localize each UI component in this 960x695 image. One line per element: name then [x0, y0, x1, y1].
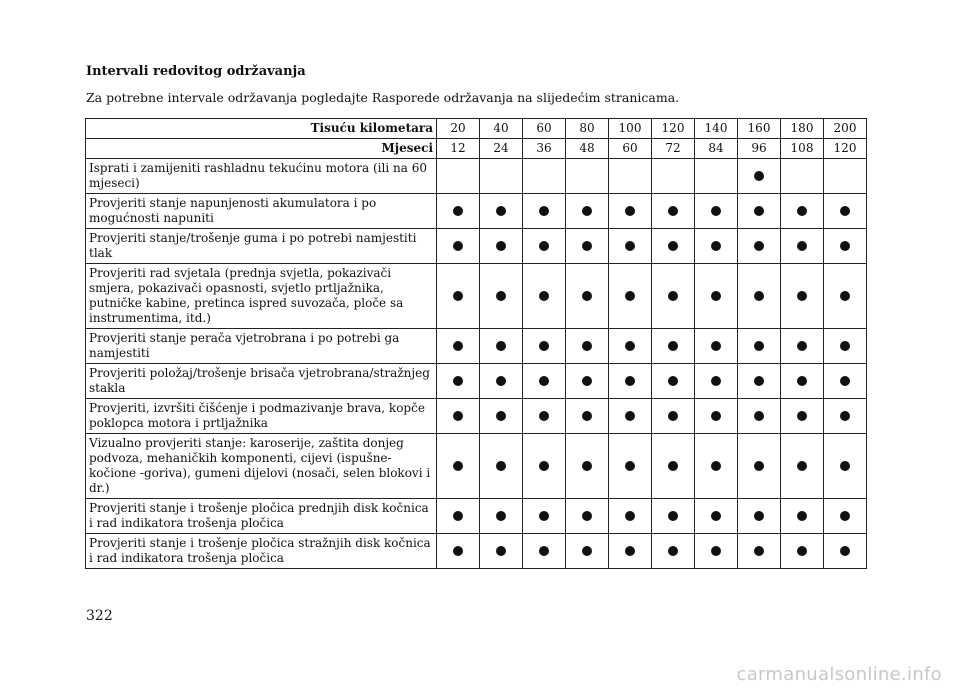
interval-cell: [566, 499, 609, 534]
interval-cell: [695, 264, 738, 329]
bullet-icon: [625, 241, 635, 251]
bullet-icon: [711, 206, 721, 216]
interval-cell: [824, 534, 867, 569]
bullet-icon: [797, 376, 807, 386]
interval-cell: [824, 194, 867, 229]
table-row: [86, 194, 867, 229]
watermark: carmanualsonline.info: [736, 664, 942, 685]
months-value: 36: [523, 139, 566, 159]
bullet-icon: [840, 341, 850, 351]
bullet-icon: [582, 241, 592, 251]
bullet-icon: [539, 411, 549, 421]
interval-cell: [437, 194, 480, 229]
bullet-icon: [539, 376, 549, 386]
interval-cell: [480, 194, 523, 229]
bullet-icon: [539, 291, 549, 301]
interval-cell: [652, 159, 695, 194]
interval-cell: [609, 329, 652, 364]
task-label: Provjeriti stanje/trošenje guma i po potrebi namjestiti tlak: [86, 229, 437, 264]
interval-cell: [652, 364, 695, 399]
interval-cell: [695, 434, 738, 499]
table-row: [86, 229, 867, 264]
bullet-icon: [797, 461, 807, 471]
bullet-icon: [754, 376, 764, 386]
bullet-icon: [668, 291, 678, 301]
interval-cell: [824, 329, 867, 364]
interval-cell: [781, 229, 824, 264]
bullet-icon: [625, 411, 635, 421]
interval-cell: [609, 264, 652, 329]
bullet-icon: [797, 546, 807, 556]
bullet-icon: [711, 411, 721, 421]
task-label: Vizualno provjeriti stanje: karoserije, zaštita donjeg podvoza, mehaničkih komponenti, cijevi (ispušne-kočione -goriva), gumeni dijelovi (nosači, selen blokovi i dr.): [86, 434, 437, 499]
km-value: 40: [480, 119, 523, 139]
bullet-icon: [625, 511, 635, 521]
km-value: 140: [695, 119, 738, 139]
bullet-icon: [840, 291, 850, 301]
bullet-icon: [453, 376, 463, 386]
interval-cell: [781, 499, 824, 534]
bullet-icon: [754, 241, 764, 251]
table-row: [86, 329, 867, 364]
interval-cell: [437, 264, 480, 329]
bullet-icon: [582, 376, 592, 386]
bullet-icon: [625, 546, 635, 556]
interval-cell: [824, 229, 867, 264]
interval-cell: [566, 264, 609, 329]
interval-cell: [824, 499, 867, 534]
task-label: Provjeriti položaj/trošenje brisača vjetrobrana/stražnjeg stakla: [86, 364, 437, 399]
interval-cell: [480, 159, 523, 194]
interval-cell: [566, 434, 609, 499]
interval-cell: [480, 434, 523, 499]
interval-cell: [781, 399, 824, 434]
bullet-icon: [453, 291, 463, 301]
bullet-icon: [754, 341, 764, 351]
months-value: 108: [781, 139, 824, 159]
interval-cell: [652, 229, 695, 264]
bullet-icon: [711, 341, 721, 351]
bullet-icon: [668, 206, 678, 216]
bullet-icon: [496, 376, 506, 386]
bullet-icon: [797, 291, 807, 301]
section-title: Intervali redovitog održavanja: [86, 64, 306, 79]
interval-cell: [523, 399, 566, 434]
km-header-row: [86, 119, 867, 139]
bullet-icon: [539, 511, 549, 521]
bullet-icon: [582, 411, 592, 421]
interval-cell: [652, 329, 695, 364]
km-value: 120: [652, 119, 695, 139]
interval-cell: [437, 159, 480, 194]
interval-cell: [781, 329, 824, 364]
interval-cell: [480, 364, 523, 399]
bullet-icon: [840, 411, 850, 421]
interval-cell: [738, 499, 781, 534]
interval-cell: [609, 499, 652, 534]
bullet-icon: [539, 341, 549, 351]
bullet-icon: [797, 241, 807, 251]
bullet-icon: [582, 291, 592, 301]
bullet-icon: [840, 241, 850, 251]
interval-cell: [738, 229, 781, 264]
interval-cell: [824, 364, 867, 399]
bullet-icon: [840, 206, 850, 216]
interval-cell: [480, 399, 523, 434]
bullet-icon: [668, 341, 678, 351]
interval-cell: [523, 264, 566, 329]
interval-cell: [480, 229, 523, 264]
bullet-icon: [453, 546, 463, 556]
bullet-icon: [582, 206, 592, 216]
interval-cell: [738, 434, 781, 499]
km-value: 100: [609, 119, 652, 139]
interval-cell: [523, 159, 566, 194]
table-row: [86, 499, 867, 534]
bullet-icon: [668, 546, 678, 556]
interval-cell: [824, 399, 867, 434]
interval-cell: [824, 159, 867, 194]
interval-cell: [652, 434, 695, 499]
bullet-icon: [539, 461, 549, 471]
interval-cell: [523, 499, 566, 534]
bullet-icon: [582, 546, 592, 556]
bullet-icon: [625, 341, 635, 351]
bullet-icon: [797, 341, 807, 351]
interval-cell: [609, 434, 652, 499]
km-value: 80: [566, 119, 609, 139]
bullet-icon: [496, 411, 506, 421]
interval-cell: [437, 399, 480, 434]
interval-cell: [695, 399, 738, 434]
table-row: [86, 434, 867, 499]
interval-cell: [781, 534, 824, 569]
bullet-icon: [840, 511, 850, 521]
interval-cell: [566, 534, 609, 569]
interval-cell: [566, 399, 609, 434]
bullet-icon: [496, 341, 506, 351]
km-value: 20: [437, 119, 480, 139]
table-row: [86, 159, 867, 194]
km-value: 60: [523, 119, 566, 139]
task-label: Isprati i zamijeniti rashladnu tekućinu motora (ili na 60 mjeseci): [86, 159, 437, 194]
interval-cell: [824, 264, 867, 329]
bullet-icon: [453, 411, 463, 421]
months-header-row: [86, 139, 867, 159]
interval-cell: [566, 159, 609, 194]
task-label: Provjeriti stanje perača vjetrobrana i po potrebi ga namjestiti: [86, 329, 437, 364]
maintenance-table: [85, 118, 867, 569]
interval-cell: [480, 499, 523, 534]
page-number: 322: [86, 608, 113, 624]
interval-cell: [695, 194, 738, 229]
task-label: Provjeriti stanje napunjenosti akumulatora i po mogućnosti napuniti: [86, 194, 437, 229]
bullet-icon: [711, 241, 721, 251]
interval-cell: [738, 364, 781, 399]
bullet-icon: [453, 341, 463, 351]
bullet-icon: [754, 461, 764, 471]
bullet-icon: [453, 461, 463, 471]
bullet-icon: [840, 546, 850, 556]
bullet-icon: [711, 461, 721, 471]
interval-cell: [781, 264, 824, 329]
km-value: 180: [781, 119, 824, 139]
interval-cell: [738, 399, 781, 434]
interval-cell: [781, 434, 824, 499]
bullet-icon: [711, 546, 721, 556]
bullet-icon: [453, 241, 463, 251]
months-value: 12: [437, 139, 480, 159]
interval-cell: [437, 534, 480, 569]
interval-cell: [523, 329, 566, 364]
bullet-icon: [453, 511, 463, 521]
table-row: [86, 264, 867, 329]
interval-cell: [609, 159, 652, 194]
interval-cell: [781, 159, 824, 194]
bullet-icon: [668, 411, 678, 421]
bullet-icon: [582, 511, 592, 521]
interval-cell: [652, 264, 695, 329]
months-value: 96: [738, 139, 781, 159]
interval-cell: [609, 194, 652, 229]
interval-cell: [523, 229, 566, 264]
bullet-icon: [496, 206, 506, 216]
interval-cell: [738, 264, 781, 329]
interval-cell: [695, 229, 738, 264]
bullet-icon: [496, 511, 506, 521]
bullet-icon: [582, 461, 592, 471]
interval-cell: [652, 399, 695, 434]
table-row: [86, 534, 867, 569]
bullet-icon: [453, 206, 463, 216]
bullet-icon: [668, 511, 678, 521]
interval-cell: [652, 534, 695, 569]
bullet-icon: [711, 511, 721, 521]
interval-cell: [437, 499, 480, 534]
bullet-icon: [711, 376, 721, 386]
interval-cell: [695, 534, 738, 569]
bullet-icon: [668, 241, 678, 251]
months-value: 24: [480, 139, 523, 159]
bullet-icon: [711, 291, 721, 301]
bullet-icon: [754, 171, 764, 181]
bullet-icon: [840, 376, 850, 386]
bullet-icon: [754, 291, 764, 301]
bullet-icon: [539, 241, 549, 251]
interval-cell: [738, 329, 781, 364]
interval-cell: [652, 499, 695, 534]
interval-cell: [437, 434, 480, 499]
interval-cell: [738, 194, 781, 229]
interval-cell: [437, 229, 480, 264]
interval-cell: [523, 364, 566, 399]
bullet-icon: [625, 376, 635, 386]
bullet-icon: [797, 511, 807, 521]
km-value: 200: [824, 119, 867, 139]
bullet-icon: [496, 461, 506, 471]
task-label: Provjeriti stanje i trošenje pločica stražnjih disk kočnica i rad indikatora trošenja pločica: [86, 534, 437, 569]
bullet-icon: [539, 546, 549, 556]
interval-cell: [609, 229, 652, 264]
interval-cell: [523, 534, 566, 569]
interval-cell: [695, 329, 738, 364]
bullet-icon: [840, 461, 850, 471]
interval-cell: [609, 399, 652, 434]
interval-cell: [437, 329, 480, 364]
bullet-icon: [539, 206, 549, 216]
task-label: Provjeriti rad svjetala (prednja svjetla, pokazivači smjera, pokazivači opasnosti, svjetlo prtljažnika, putničke kabine, pretinca ispred suvozača, ploče sa instrumentima, itd.): [86, 264, 437, 329]
months-value: 60: [609, 139, 652, 159]
bullet-icon: [754, 511, 764, 521]
bullet-icon: [668, 461, 678, 471]
km-value: 160: [738, 119, 781, 139]
interval-cell: [738, 534, 781, 569]
bullet-icon: [797, 411, 807, 421]
table-row: [86, 364, 867, 399]
interval-cell: [824, 434, 867, 499]
bullet-icon: [625, 461, 635, 471]
bullet-icon: [496, 546, 506, 556]
interval-cell: [480, 329, 523, 364]
interval-cell: [480, 264, 523, 329]
interval-cell: [566, 194, 609, 229]
bullet-icon: [754, 411, 764, 421]
interval-cell: [523, 434, 566, 499]
bullet-icon: [496, 241, 506, 251]
task-label: Provjeriti stanje i trošenje pločica prednjih disk kočnica i rad indikatora trošenja pločica: [86, 499, 437, 534]
bullet-icon: [797, 206, 807, 216]
bullet-icon: [582, 341, 592, 351]
bullet-icon: [754, 206, 764, 216]
interval-cell: [523, 194, 566, 229]
interval-cell: [609, 364, 652, 399]
table-row: [86, 399, 867, 434]
interval-cell: [781, 194, 824, 229]
months-value: 72: [652, 139, 695, 159]
task-label: Provjeriti, izvršiti čišćenje i podmazivanje brava, kopče poklopca motora i prtljažnika: [86, 399, 437, 434]
months-value: 84: [695, 139, 738, 159]
interval-cell: [738, 159, 781, 194]
interval-cell: [437, 364, 480, 399]
bullet-icon: [625, 206, 635, 216]
bullet-icon: [668, 376, 678, 386]
interval-cell: [566, 329, 609, 364]
bullet-icon: [625, 291, 635, 301]
interval-cell: [480, 534, 523, 569]
interval-cell: [695, 364, 738, 399]
interval-cell: [566, 229, 609, 264]
interval-cell: [781, 364, 824, 399]
months-label: Mjeseci: [86, 139, 437, 159]
interval-cell: [609, 534, 652, 569]
intro-text: Za potrebne intervale održavanja pogledajte Rasporede održavanja na slijedećim stranicama.: [86, 90, 680, 105]
interval-cell: [695, 499, 738, 534]
bullet-icon: [496, 291, 506, 301]
km-label: Tisuću kilometara: [86, 119, 437, 139]
interval-cell: [566, 364, 609, 399]
months-value: 48: [566, 139, 609, 159]
interval-cell: [652, 194, 695, 229]
interval-cell: [695, 159, 738, 194]
bullet-icon: [754, 546, 764, 556]
months-value: 120: [824, 139, 867, 159]
